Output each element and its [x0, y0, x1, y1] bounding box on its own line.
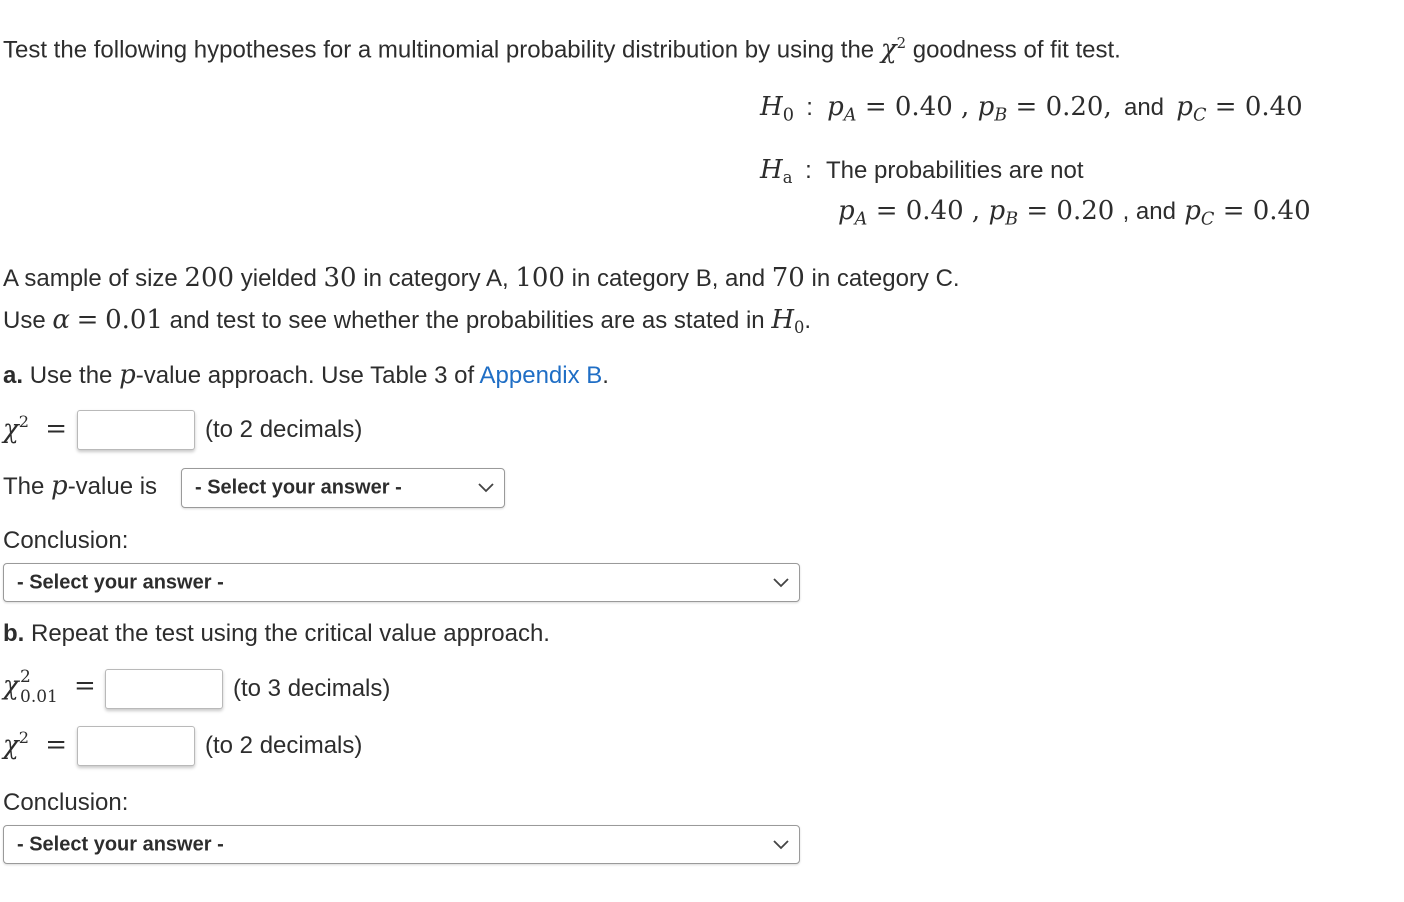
p-b-sub: B — [994, 105, 1008, 126]
part-b-heading — [3, 620, 550, 648]
intro-text-after: goodness of fit test. — [912, 36, 1121, 64]
p-a-sub: A — [843, 105, 857, 126]
conclusion-label-a: Conclusion: — [3, 527, 129, 554]
pvalue-select[interactable] — [181, 468, 505, 508]
chi-crit-sup: 2 — [20, 667, 31, 687]
val-a: 0.40 — [894, 92, 953, 122]
ha-p-c: p — [1184, 196, 1201, 226]
chevron-down-icon — [773, 840, 789, 850]
critical-value-input[interactable] — [105, 669, 223, 709]
comma-a: , — [961, 92, 970, 122]
ha-subscript: a — [782, 167, 793, 187]
ha-eq-b: = — [1026, 196, 1049, 226]
h0-subscript: 0 — [782, 105, 794, 126]
chi-a-eq: = — [45, 414, 68, 445]
p-a: p — [827, 92, 844, 122]
critical-value-label — [3, 667, 103, 707]
eq-c: = — [1214, 92, 1237, 122]
part-b-label: b. — [3, 620, 25, 647]
chi-symbol: χ — [880, 34, 897, 65]
chevron-down-icon — [478, 483, 494, 493]
part-b-text: Repeat the test using the critical value approach. — [31, 620, 550, 647]
chi-square-hint-b: (to 2 decimals) — [205, 732, 363, 759]
part-a-dot: . — [602, 362, 609, 389]
part-a-p: p — [119, 360, 136, 390]
sample-t4: in category B, and — [571, 265, 766, 292]
alt-hypothesis — [760, 155, 1083, 187]
count-b: 100 — [515, 263, 565, 293]
ha-p-b: p — [988, 196, 1006, 226]
ha-val-c: 0.40 — [1252, 196, 1311, 226]
pvalue-t2: -value is — [67, 473, 158, 500]
val-b: 0.20, — [1045, 92, 1112, 122]
sample-t1: A sample of size — [3, 265, 178, 292]
sample-size: 200 — [184, 263, 235, 293]
null-hypothesis — [760, 92, 1303, 125]
chi-b-sup: 2 — [18, 728, 30, 747]
ha-eq-c: = — [1222, 196, 1245, 226]
chi-a-sup: 2 — [18, 412, 30, 431]
chi-crit: χ — [3, 671, 19, 701]
alpha-value: 0.01 — [105, 305, 163, 335]
chi-crit-eq: = — [74, 671, 96, 701]
alt-hypothesis-values — [838, 196, 1311, 229]
alpha-h-sub: 0 — [794, 317, 805, 337]
and-word: and — [1123, 94, 1165, 121]
pvalue-p: p — [51, 471, 68, 501]
ha-p-a-sub: A — [854, 209, 868, 230]
intro-text-before: Test the following hypotheses for a multinomial probability distribution by using the — [3, 36, 875, 64]
alpha-t1: Use — [3, 307, 46, 334]
conclusion-label-b: Conclusion: — [3, 789, 129, 816]
ha-p-c-sub: C — [1200, 209, 1215, 230]
chevron-down-icon — [773, 578, 789, 588]
chi-crit-sub: 0.01 — [20, 687, 58, 707]
part-a-t2: -value approach. Use Table 3 of — [135, 362, 475, 389]
conclusion-select-a-label: - Select your answer - — [17, 571, 224, 593]
chi-a: χ — [3, 414, 19, 445]
pvalue-label — [3, 471, 157, 501]
ha-and: , and — [1122, 198, 1176, 225]
part-a-label: a. — [3, 362, 24, 389]
ha-letter: H — [760, 155, 783, 185]
alpha-dot: . — [804, 307, 812, 334]
chi-b-eq: = — [45, 730, 68, 761]
sample-t3: in category A, — [363, 265, 509, 292]
part-a-heading — [3, 360, 609, 390]
p-c: p — [1176, 92, 1193, 122]
sample-t2: yielded — [240, 265, 317, 292]
eq-a: = — [864, 92, 887, 122]
chi-square-label-a — [3, 412, 67, 444]
conclusion-select-a[interactable] — [3, 563, 800, 602]
appendix-b-link[interactable]: Appendix B — [479, 362, 603, 389]
chi-square-input-b[interactable] — [77, 726, 195, 766]
ha-val-a: 0.40 — [905, 196, 964, 226]
chi-b: χ — [3, 730, 19, 761]
val-c: 0.40 — [1244, 92, 1303, 122]
alpha-h: H — [771, 305, 795, 335]
h0-letter: H — [760, 92, 783, 122]
chi-square-hint-a: (to 2 decimals) — [205, 416, 363, 443]
count-a: 30 — [323, 263, 357, 293]
ha-p-b-sub: B — [1005, 209, 1019, 230]
alpha-symbol: α — [52, 305, 70, 335]
part-a-t1: Use the — [29, 362, 113, 389]
ha-text: The probabilities are not — [826, 157, 1084, 184]
eq-b: = — [1015, 92, 1038, 122]
chi-superscript: 2 — [896, 34, 907, 52]
p-b: p — [977, 92, 995, 122]
chi-square-input-a[interactable] — [77, 410, 195, 450]
ha-comma-a: , — [971, 196, 981, 226]
alpha-eq: = — [76, 305, 99, 335]
ha-val-b: 0.20 — [1056, 196, 1115, 226]
sample-description — [3, 263, 960, 293]
alpha-description — [3, 305, 811, 337]
ha-colon: : — [805, 157, 812, 184]
p-c-sub: C — [1192, 105, 1207, 126]
conclusion-select-b[interactable] — [3, 825, 800, 864]
h0-colon: : — [806, 94, 813, 121]
critical-value-hint: (to 3 decimals) — [233, 675, 391, 702]
alpha-t2: and test to see whether the probabilities are as stated in — [169, 307, 765, 334]
ha-eq-a: = — [875, 196, 898, 226]
ha-p-a: p — [838, 196, 855, 226]
conclusion-select-b-label: - Select your answer - — [17, 833, 224, 855]
chi-square-label-b — [3, 728, 67, 760]
sample-t5: in category C. — [811, 265, 960, 292]
count-c: 70 — [771, 263, 805, 293]
pvalue-t1: The — [3, 473, 45, 500]
pvalue-select-label: - Select your answer - — [195, 476, 402, 499]
intro-text — [3, 34, 1121, 65]
